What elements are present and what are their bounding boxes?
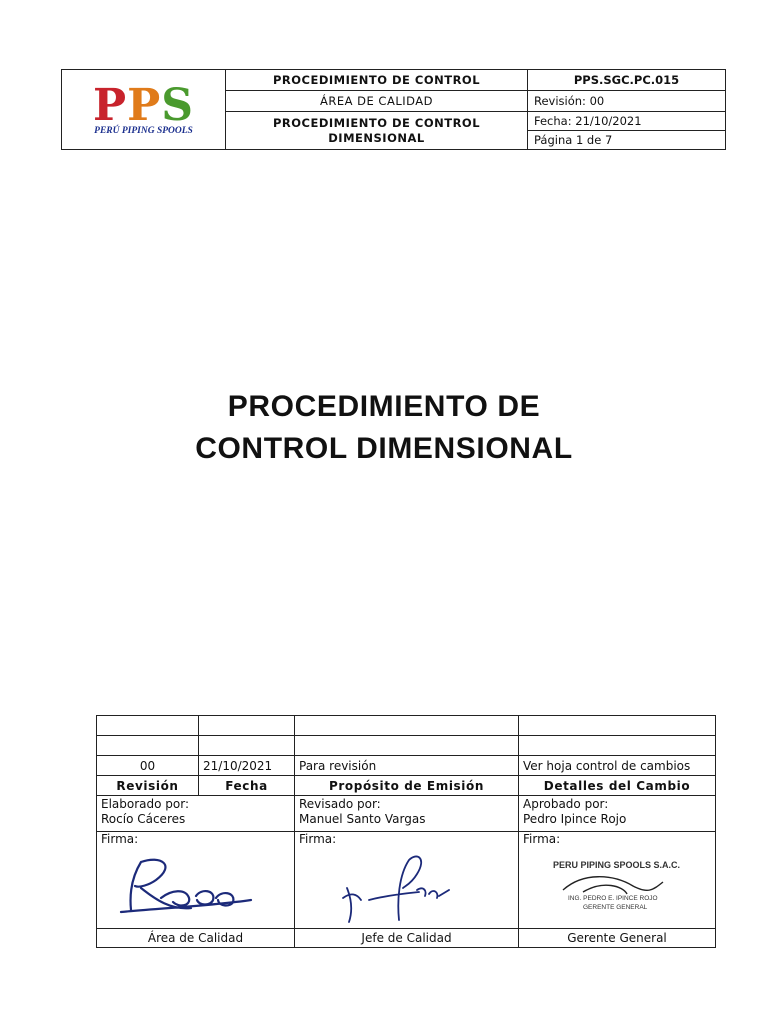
signature-reviewed [295,832,519,929]
roles-row [97,929,716,948]
revision-table [96,715,716,948]
doc-revision: Revisión: 00 [528,91,726,112]
page-title [0,386,768,470]
cell-revision: 00 [97,756,199,776]
doc-page: Página 1 de 7 [528,131,726,150]
logo-company-name: PERÚ PIPING SPOOLS [94,125,193,136]
document-header [61,69,726,150]
doc-area: ÁREA DE CALIDAD [226,91,528,112]
col-header-details: Detalles del Cambio [519,776,716,796]
reviewed-by [295,796,519,832]
signature-label: Firma: [101,832,139,846]
table-row [97,756,716,776]
role-approved: Gerente General [519,929,716,948]
signature-approved [519,832,716,929]
company-stamp-icon [523,850,713,925]
col-header-date: Fecha [199,776,295,796]
prepared-name: Rocío Cáceres [101,812,186,826]
doc-title-line1: PROCEDIMIENTO DE CONTROL [272,115,481,130]
empty-row [97,736,716,756]
signature-prepared-icon [101,850,281,920]
stamp-company: PERU PIPING SPOOLS S.A.C. [553,860,681,870]
col-header-purpose: Propósito de Emisión [295,776,519,796]
stamp-role: GERENTE GENERAL [583,904,648,911]
signature-reviewed-icon [299,850,499,925]
doc-date: Fecha: 21/10/2021 [528,112,726,131]
empty-row [97,716,716,736]
logo-letters: PPS [93,79,194,131]
approved-label: Aprobado por: [523,797,609,811]
role-prepared: Área de Calidad [97,929,295,948]
reviewed-label: Revisado por: [299,797,381,811]
reviewed-name: Manuel Santo Vargas [299,812,426,826]
doc-code: PPS.SGC.PC.015 [528,70,726,91]
cell-date: 21/10/2021 [199,756,295,776]
approved-name: Pedro Ipince Rojo [523,812,627,826]
prepared-by [97,796,295,832]
cell-details: Ver hoja control de cambios [519,756,716,776]
header-row [97,776,716,796]
doc-type: PROCEDIMIENTO DE CONTROL [226,70,528,91]
signature-label: Firma: [523,832,561,846]
stamp-name: ING. PEDRO E. IPINCE ROJO [568,895,658,902]
cell-purpose: Para revisión [295,756,519,776]
signature-prepared [97,832,295,929]
title-line1: PROCEDIMIENTO DE [227,390,541,423]
signatures-row [97,832,716,929]
signature-label: Firma: [299,832,337,846]
approvals-row [97,796,716,832]
prepared-label: Elaborado por: [101,797,190,811]
doc-title-line2: DIMENSIONAL [328,130,425,145]
role-reviewed: Jefe de Calidad [295,929,519,948]
approved-by [519,796,716,832]
col-header-revision: Revisión [97,776,199,796]
doc-title [226,112,528,150]
company-logo [62,70,226,150]
title-line2: CONTROL DIMENSIONAL [195,432,573,465]
